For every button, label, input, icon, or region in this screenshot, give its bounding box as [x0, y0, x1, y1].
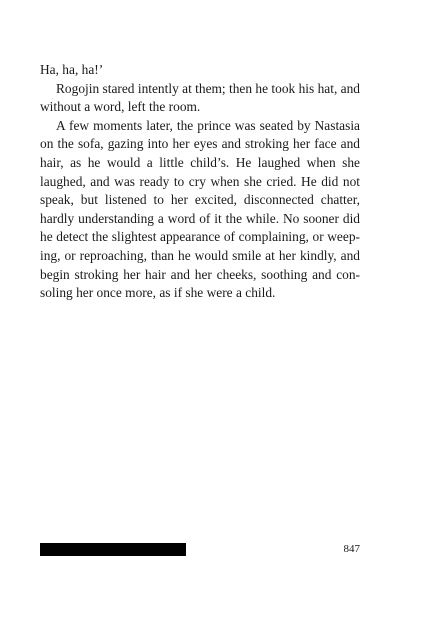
- paragraph-dialogue-end: Ha, ha, ha!’: [40, 62, 104, 77]
- page-number: 847: [343, 543, 360, 555]
- body-text: [40, 61, 360, 303]
- footer-redaction-bar: [40, 543, 186, 556]
- paragraph-rogojin-leaves: Rogojin stared intently at them; then he took his hat, and without a word, left the room.: [40, 80, 360, 115]
- paragraph-prince-nastasia: A few moments later, the prince was seated by Nastasia on the sofa, gazing into her eyes and stroking her face and hair, as he would a little child’s. He laughed when she laughed, and was ready to cry when she cried. He did not speak, but listened to her excited, disconnected chatter, hardly understanding a word of it the while. No sooner did he detect the slightest appearance of complaining, or weeping, or reproaching, than he would smile at her kindly, and begin stroking her hair and her cheeks, soothing and consoling her once more, as if she were a child.: [40, 117, 360, 301]
